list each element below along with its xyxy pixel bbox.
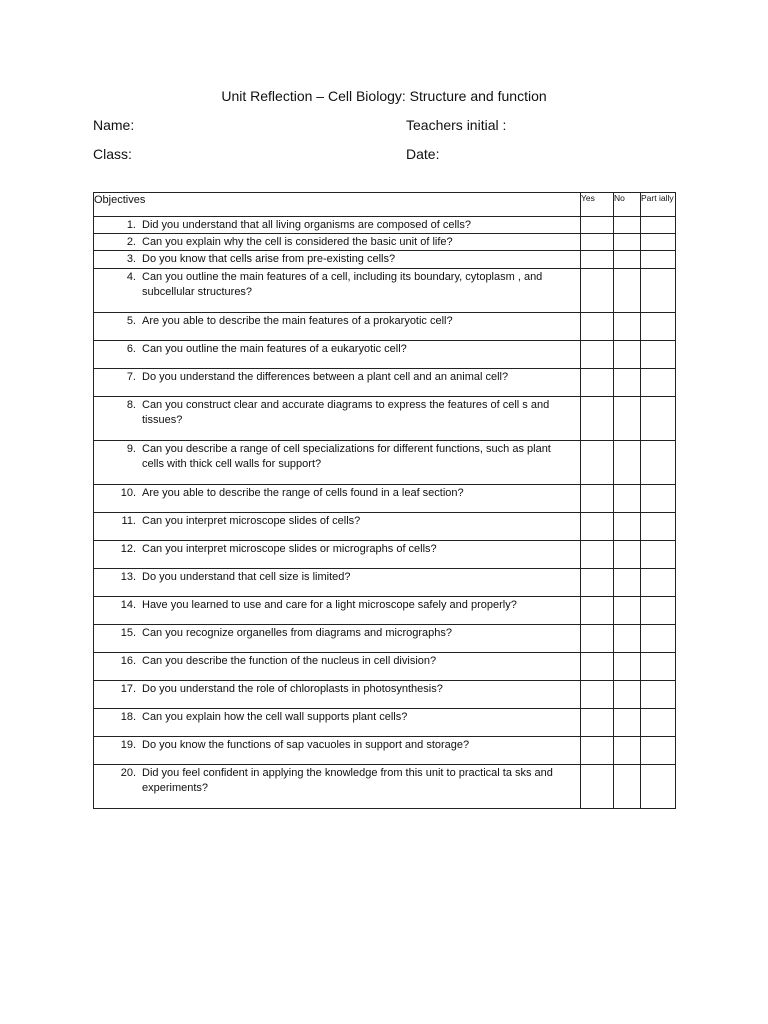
check-cell-yes[interactable] [581, 485, 614, 513]
check-cell-yes[interactable] [581, 597, 614, 625]
objective-number: 10. [120, 487, 136, 499]
objective-cell [94, 569, 581, 597]
table-header-row [94, 193, 676, 217]
table-row [94, 251, 676, 269]
table-row [94, 597, 676, 625]
objective-item [94, 441, 580, 484]
check-cell-no[interactable] [614, 217, 641, 234]
objective-text: Do you understand that cell size is limited? [142, 571, 351, 583]
objective-cell [94, 625, 581, 653]
objective-cell [94, 397, 581, 441]
objective-text: Can you describe a range of cell specializations for different functions, such as plant cells with thick cell walls for support? [142, 443, 551, 470]
check-cell-partially[interactable] [641, 541, 676, 569]
check-cell-partially[interactable] [641, 653, 676, 681]
objectives-table [93, 192, 676, 809]
objective-text: Did you understand that all living organisms are composed of cells? [142, 219, 471, 231]
objective-cell [94, 737, 581, 765]
table-row [94, 709, 676, 737]
table-row [94, 341, 676, 369]
header-yes: Yes [581, 193, 614, 217]
objective-item [94, 234, 580, 250]
objective-number: 5. [126, 315, 136, 327]
check-cell-no[interactable] [614, 765, 641, 809]
objective-text: Are you able to describe the range of cells found in a leaf section? [142, 487, 464, 499]
objective-cell [94, 541, 581, 569]
teachers-initial-label: Teachers initial : [406, 117, 507, 133]
check-cell-no[interactable] [614, 369, 641, 397]
objective-text: Can you construct clear and accurate diagrams to express the features of cell s and tissues? [142, 399, 550, 426]
table-row [94, 441, 676, 485]
objective-text: Can you outline the main features of a eukaryotic cell? [142, 343, 407, 355]
objective-item [94, 625, 580, 652]
objective-text: Do you know that cells arise from pre-existing cells? [142, 253, 396, 265]
check-cell-no[interactable] [614, 234, 641, 251]
check-cell-partially[interactable] [641, 681, 676, 709]
objective-item [94, 681, 580, 708]
check-cell-partially[interactable] [641, 234, 676, 251]
table-row [94, 653, 676, 681]
check-cell-no[interactable] [614, 541, 641, 569]
check-cell-yes[interactable] [581, 709, 614, 737]
document-title: Unit Reflection – Cell Biology: Structure and function [221, 88, 547, 104]
objective-text: Do you understand the role of chloroplasts in photosynthesis? [142, 683, 443, 695]
check-cell-no[interactable] [614, 341, 641, 369]
objective-number: 2. [126, 236, 136, 248]
objective-text: Can you describe the function of the nucleus in cell division? [142, 655, 437, 667]
objective-item [94, 765, 580, 808]
objective-item [94, 737, 580, 764]
table-row [94, 681, 676, 709]
objective-cell [94, 441, 581, 485]
objective-cell [94, 269, 581, 313]
objective-text: Can you interpret microscope slides or micrographs of cells? [142, 543, 437, 555]
check-cell-partially[interactable] [641, 485, 676, 513]
check-cell-no[interactable] [614, 709, 641, 737]
check-cell-no[interactable] [614, 269, 641, 313]
table-row [94, 625, 676, 653]
objective-number: 4. [126, 271, 136, 283]
check-cell-yes[interactable] [581, 737, 614, 765]
check-cell-yes[interactable] [581, 541, 614, 569]
objective-item [94, 709, 580, 736]
check-cell-partially[interactable] [641, 513, 676, 541]
table-row [94, 217, 676, 234]
check-cell-yes[interactable] [581, 269, 614, 313]
table-row [94, 234, 676, 251]
objective-text: Can you recognize organelles from diagrams and micrographs? [142, 627, 452, 639]
check-cell-no[interactable] [614, 397, 641, 441]
table-row [94, 485, 676, 513]
objective-number: 3. [126, 253, 136, 265]
check-cell-no[interactable] [614, 681, 641, 709]
objective-item [94, 653, 580, 680]
objective-item [94, 541, 580, 568]
objective-cell [94, 597, 581, 625]
objective-cell [94, 234, 581, 251]
check-cell-yes[interactable] [581, 653, 614, 681]
objective-text: Can you interpret microscope slides of cells? [142, 515, 361, 527]
check-cell-partially[interactable] [641, 441, 676, 485]
objective-number: 1. [126, 219, 136, 231]
check-cell-yes[interactable] [581, 369, 614, 397]
objective-number: 16. [120, 655, 136, 667]
table-row [94, 313, 676, 341]
objective-number: 20. [120, 767, 136, 779]
objective-cell [94, 251, 581, 269]
objective-cell [94, 341, 581, 369]
objective-text: Did you feel confident in applying the knowledge from this unit to practical ta sks and experiments? [142, 767, 553, 794]
objective-number: 11. [121, 515, 136, 527]
objective-item [94, 397, 580, 440]
check-cell-no[interactable] [614, 251, 641, 269]
check-cell-no[interactable] [614, 441, 641, 485]
objective-number: 12. [120, 543, 136, 555]
objective-number: 13. [120, 571, 136, 583]
check-cell-no[interactable] [614, 597, 641, 625]
objective-cell [94, 709, 581, 737]
header-no: No [614, 193, 641, 217]
check-cell-yes[interactable] [581, 251, 614, 269]
check-cell-partially[interactable] [641, 269, 676, 313]
objective-cell [94, 681, 581, 709]
objective-item [94, 313, 580, 340]
objective-cell [94, 653, 581, 681]
date-label: Date: [406, 146, 440, 162]
objective-item [94, 485, 580, 512]
objective-cell [94, 513, 581, 541]
objective-text: Can you outline the main features of a cell, including its boundary, cytoplasm , and subcellular structures? [142, 271, 543, 298]
name-label: Name: [93, 117, 135, 133]
check-cell-yes[interactable] [581, 441, 614, 485]
objective-cell [94, 765, 581, 809]
check-cell-partially[interactable] [641, 597, 676, 625]
check-cell-no[interactable] [614, 485, 641, 513]
objective-text: Can you explain why the cell is considered the basic unit of life? [142, 236, 453, 248]
table-row [94, 541, 676, 569]
check-cell-partially[interactable] [641, 765, 676, 809]
header-objectives: Objectives [94, 193, 581, 217]
objective-item [94, 569, 580, 596]
check-cell-yes[interactable] [581, 234, 614, 251]
objective-text: Can you explain how the cell wall supports plant cells? [142, 711, 408, 723]
check-cell-yes[interactable] [581, 397, 614, 441]
check-cell-yes[interactable] [581, 569, 614, 597]
check-cell-yes[interactable] [581, 681, 614, 709]
objective-cell [94, 485, 581, 513]
check-cell-partially[interactable] [641, 709, 676, 737]
table-body [94, 217, 676, 809]
objective-cell [94, 217, 581, 234]
check-cell-yes[interactable] [581, 217, 614, 234]
objective-number: 15. [120, 627, 136, 639]
objective-number: 17. [120, 683, 136, 695]
check-cell-no[interactable] [614, 653, 641, 681]
objective-number: 19. [120, 739, 136, 751]
check-cell-yes[interactable] [581, 313, 614, 341]
objective-text: Do you know the functions of sap vacuoles in support and storage? [142, 739, 470, 751]
objective-number: 7. [126, 371, 136, 383]
check-cell-no[interactable] [614, 513, 641, 541]
class-label: Class: [93, 146, 132, 162]
header-partially: Part ially [641, 193, 676, 217]
objective-item [94, 341, 580, 368]
objective-item [94, 513, 580, 540]
check-cell-yes[interactable] [581, 341, 614, 369]
check-cell-partially[interactable] [641, 397, 676, 441]
objective-cell [94, 369, 581, 397]
objective-item [94, 269, 580, 312]
objective-cell [94, 313, 581, 341]
check-cell-no[interactable] [614, 569, 641, 597]
check-cell-partially[interactable] [641, 251, 676, 269]
objective-number: 14. [120, 599, 136, 611]
objective-text: Are you able to describe the main features of a prokaryotic cell? [142, 315, 453, 327]
check-cell-partially[interactable] [641, 569, 676, 597]
check-cell-yes[interactable] [581, 625, 614, 653]
table-row [94, 369, 676, 397]
objective-item [94, 251, 580, 268]
check-cell-partially[interactable] [641, 217, 676, 234]
table-row [94, 765, 676, 809]
check-cell-no[interactable] [614, 737, 641, 765]
check-cell-partially[interactable] [641, 737, 676, 765]
table-row [94, 269, 676, 313]
objective-text: Do you understand the differences between a plant cell and an animal cell? [142, 371, 509, 383]
table-row [94, 513, 676, 541]
check-cell-partially[interactable] [641, 625, 676, 653]
objective-number: 9. [126, 443, 136, 455]
check-cell-no[interactable] [614, 313, 641, 341]
objective-number: 6. [126, 343, 136, 355]
objective-number: 8. [126, 399, 136, 411]
table-row [94, 569, 676, 597]
check-cell-partially[interactable] [641, 341, 676, 369]
check-cell-no[interactable] [614, 625, 641, 653]
objective-number: 18. [120, 711, 136, 723]
objective-item [94, 217, 580, 233]
check-cell-yes[interactable] [581, 765, 614, 809]
check-cell-partially[interactable] [641, 369, 676, 397]
objective-item [94, 597, 580, 624]
check-cell-partially[interactable] [641, 313, 676, 341]
objective-text: Have you learned to use and care for a light microscope safely and properly? [142, 599, 517, 611]
table-row [94, 737, 676, 765]
table-row [94, 397, 676, 441]
objective-item [94, 369, 580, 396]
check-cell-yes[interactable] [581, 513, 614, 541]
